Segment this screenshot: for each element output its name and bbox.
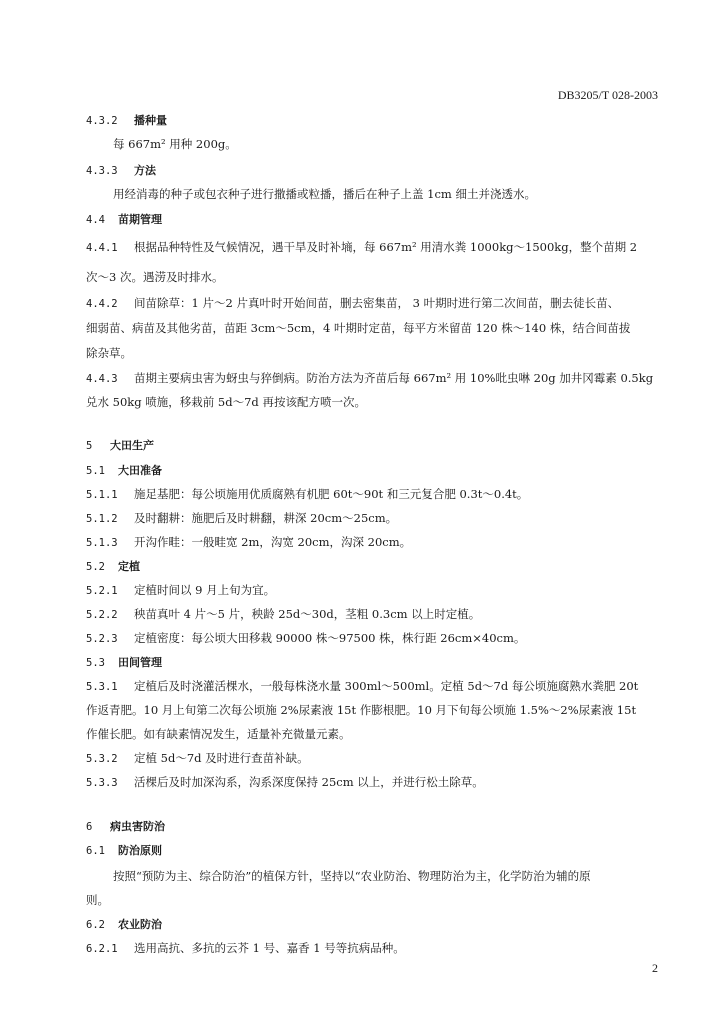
page-number: 2 [652,961,658,975]
paragraph-line: 按照“预防为主、综合防治”的植保方针，坚持以“农业防治、物理防治为主，化学防治为辅的原 [113,869,591,883]
section-heading: 4.4 苗期管理 [86,213,162,226]
paragraph-line: 兑水 50kg 喷施，移栽前 5d～7d 再按该配方喷一次。 [86,395,366,409]
chapter-heading: 5 大田生产 [86,439,154,452]
clause: 4.4.2 间苗除草：1 片～2 片真叶时开始间苗，删去密集苗， 3 叶期时进行第二次间苗，删去徒长苗、 [86,296,620,310]
paragraph-line: 细弱苗、病苗及其他劣苗，苗距 3cm～5cm，4 叶期时定苗，每平方米留苗 120 株～140 株，结合间苗拔 [86,321,631,335]
paragraph-line: 则。 [86,893,109,907]
chapter-heading: 6 病虫害防治 [86,820,165,833]
paragraph-line: 作催长肥。如有缺素情况发生，适量补充微量元素。 [86,727,351,741]
clause: 5.3.1 定植后及时浇灌活棵水，一般每株浇水量 300ml～500ml。定植 5d～7d 每公顷施腐熟水粪肥 20t [86,679,639,693]
clause: 5.1.1 施足基肥：每公顷施用优质腐熟有机肥 60t～90t 和三元复合肥 0.3t～0.4t。 [86,487,529,501]
clause: 5.2.2 秧苗真叶 4 片～5 片，秧龄 25d～30d，茎粗 0.3cm 以上时定植。 [86,607,481,621]
paragraph-line: 作返青肥。10 月上旬第二次每公顷施 2%尿素液 15t 作膨根肥。10 月下旬每公顷施 1.5%～2%尿素液 15t [86,703,637,717]
clause: 6.2.1 选用高抗、多抗的云芥 1 号、嘉香 1 号等抗病品种。 [86,941,405,955]
section-heading: 5.1 大田准备 [86,464,162,477]
clause: 4.4.3 苗期主要病虫害为蚜虫与猝倒病。防治方法为齐苗后每 667m² 用 10%吡虫啉 20g 加井冈霉素 0.5kg [86,371,654,385]
section-heading: 4.3.3 方法 [86,164,156,177]
paragraph-line: 次～3 次。遇涝及时排水。 [86,270,224,284]
clause: 5.3.3 活棵后及时加深沟系，沟系深度保持 25cm 以上，并进行松土除草。 [86,775,484,789]
clause: 5.2.1 定植时间以 9 月上旬为宜。 [86,583,276,597]
section-heading: 6.1 防治原则 [86,844,162,857]
clause: 5.2.3 定植密度：每公顷大田移栽 90000 株～97500 株，株行距 26cm×40cm。 [86,631,526,645]
paragraph-line: 用经消毒的种子或包衣种子进行撒播或粒播，播后在种子上盖 1cm 细土并浇透水。 [113,187,536,201]
clause: 5.1.2 及时翻耕：施肥后及时耕翻，耕深 20cm～25cm。 [86,511,398,525]
section-heading: 4.3.2 播种量 [86,114,167,127]
document-id-header: DB3205/T 028-2003 [557,88,658,102]
paragraph-line: 每 667m² 用种 200g。 [113,137,237,151]
clause: 4.4.1 根据品种特性及气候情况，遇干旱及时补墒，每 667m² 用清水粪 1000kg～1500kg，整个苗期 2 [86,240,638,254]
section-heading: 6.2 农业防治 [86,918,162,931]
clause: 5.1.3 开沟作畦：一般畦宽 2m，沟宽 20cm，沟深 20cm。 [86,535,412,549]
clause: 5.3.2 定植 5d～7d 及时进行查苗补缺。 [86,751,309,765]
paragraph-line: 除杂草。 [86,346,132,360]
section-heading: 5.2 定植 [86,560,140,573]
section-heading: 5.3 田间管理 [86,656,162,669]
